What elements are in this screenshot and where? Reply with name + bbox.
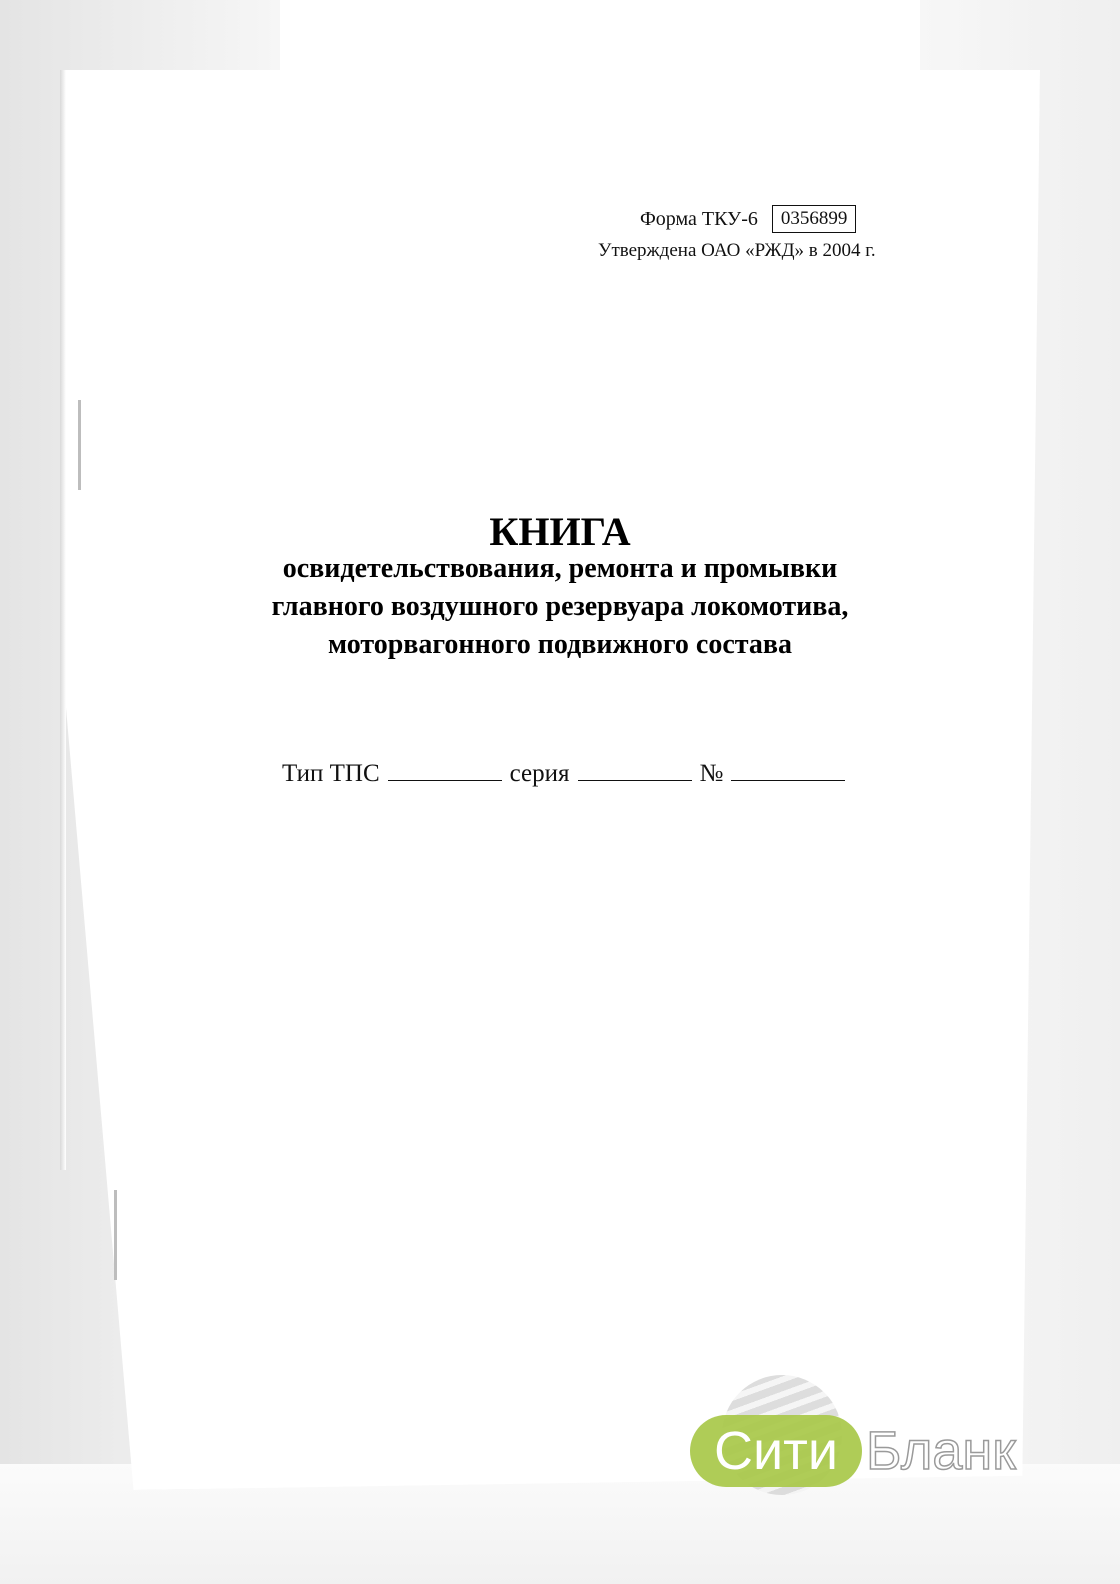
vehicle-fields [282, 760, 853, 788]
subtitle-line: освидетельствования, ремонта и промывки [282, 553, 838, 584]
series-blank-line [578, 760, 692, 781]
type-blank-line [388, 760, 502, 781]
number-label: № [699, 760, 724, 787]
subtitle-line: моторвагонного подвижного состава [328, 629, 792, 660]
logo-text-city: Сити [713, 1421, 839, 1481]
citiblank-logo [690, 1375, 1070, 1505]
logo-text-blank: Бланк [866, 1421, 1016, 1481]
form-label: Форма ТКУ-6 [640, 207, 758, 230]
form-code-line [640, 205, 856, 233]
subtitle-line: главного воздушного резервуара локомотива, [271, 591, 849, 622]
cover-spine-edge [60, 70, 66, 1170]
approval-note: Утверждена ОАО «РЖД» в 2004 г. [598, 240, 876, 261]
staple [114, 1190, 117, 1280]
type-label: Тип ТПС [282, 760, 380, 787]
series-label: серия [509, 760, 570, 787]
document-subtitle [200, 550, 920, 664]
number-blank-line [731, 760, 845, 781]
document-title: КНИГА [489, 509, 631, 554]
form-number-box: 0356899 [772, 205, 857, 233]
staple [78, 400, 81, 490]
